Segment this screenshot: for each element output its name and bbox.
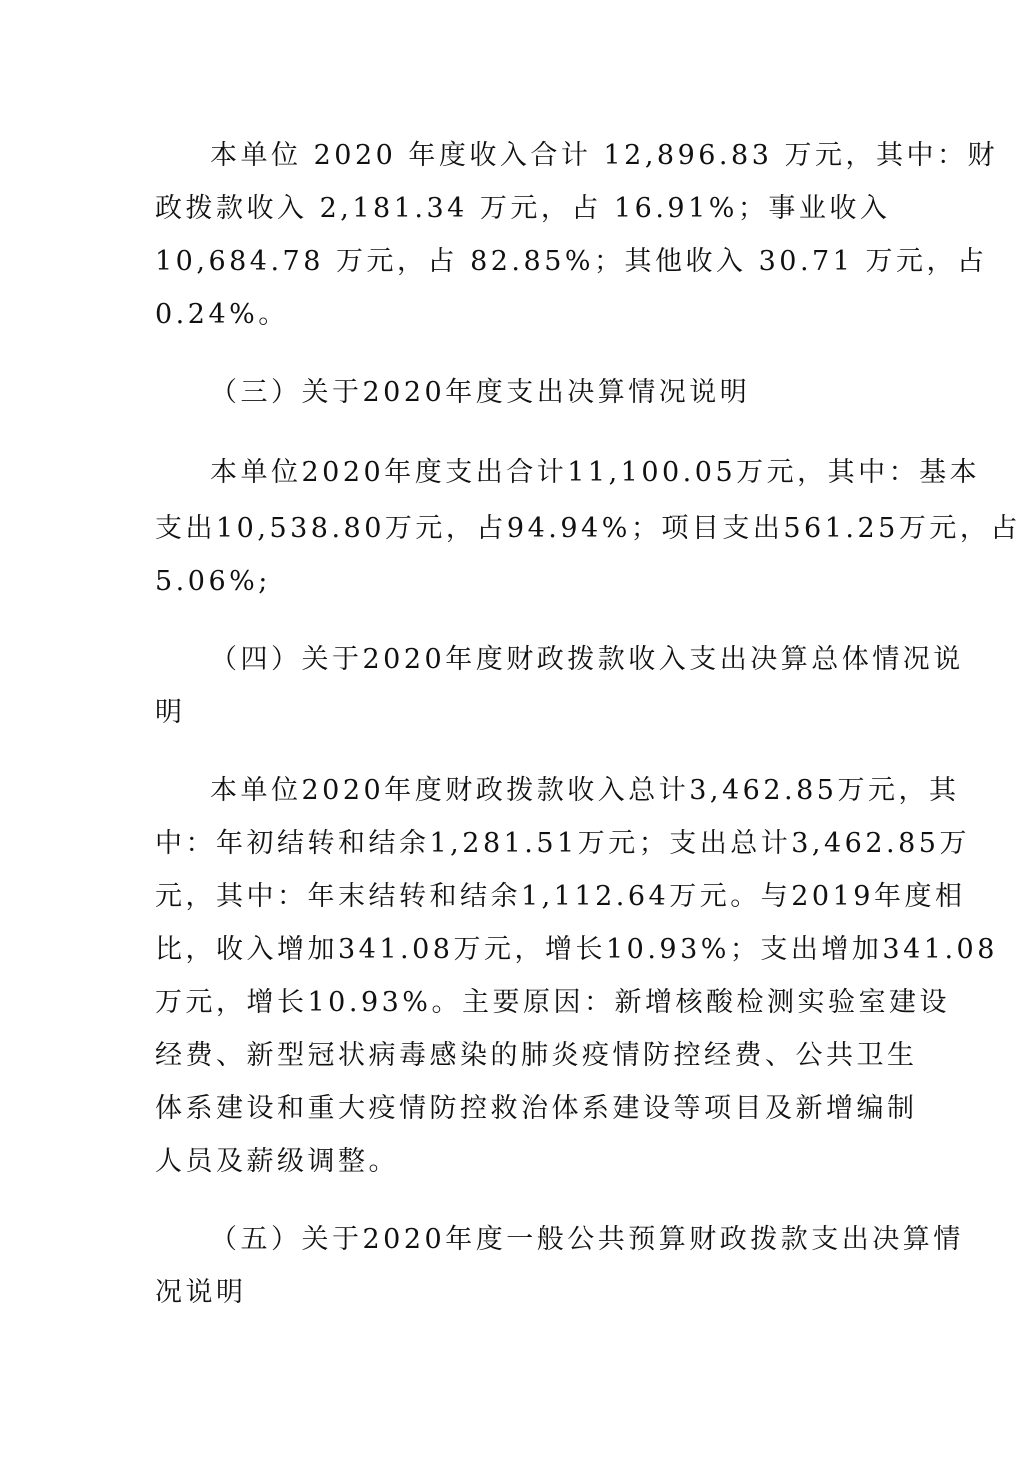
paragraph-fiscal-line-7: 体系建设和重大疫情防控救治体系建设等项目及新增编制: [155, 1093, 918, 1124]
heading-fiscal-overall-line-1: （四）关于2020年度财政拨款收入支出决算总体情况说: [210, 644, 964, 675]
paragraph-income-line-2: 政拨款收入 2,181.34 万元，占 16.91%；事业收入: [155, 193, 891, 224]
paragraph-income-line-3: 10,684.78 万元，占 82.85%；其他收入 30.71 万元，占: [155, 246, 988, 277]
paragraph-income-line-1: 本单位 2020 年度收入合计 12,896.83 万元，其中：财: [210, 140, 998, 171]
paragraph-income-line-4: 0.24%。: [155, 299, 289, 330]
paragraph-fiscal-line-5: 万元，增长10.93%。主要原因：新增核酸检测实验室建设: [155, 987, 950, 1018]
heading-expenditure: （三）关于2020年度支出决算情况说明: [210, 377, 751, 408]
paragraph-fiscal-line-2: 中：年初结转和结余1,281.51万元；支出总计3,462.85万: [155, 828, 970, 859]
paragraph-expenditure-line-3: 5.06%;: [155, 566, 271, 597]
paragraph-fiscal-line-8: 人员及薪级调整。: [155, 1146, 399, 1177]
paragraph-fiscal-line-1: 本单位2020年度财政拨款收入总计3,462.85万元，其: [210, 775, 960, 806]
paragraph-fiscal-line-6: 经费、新型冠状病毒感染的肺炎疫情防控经费、公共卫生: [155, 1040, 918, 1071]
heading-fiscal-overall-line-2: 明: [155, 697, 186, 728]
heading-general-budget-line-1: （五）关于2020年度一般公共预算财政拨款支出决算情: [210, 1224, 964, 1255]
heading-general-budget-line-2: 况说明: [155, 1277, 247, 1308]
paragraph-expenditure-line-1: 本单位2020年度支出合计11,100.05万元，其中：基本: [210, 457, 981, 488]
paragraph-expenditure-line-2: 支出10,538.80万元，占94.94%；项目支出561.25万元，占: [155, 513, 1021, 544]
paragraph-fiscal-line-3: 元，其中：年末结转和结余1,112.64万元。与2019年度相: [155, 881, 966, 912]
paragraph-fiscal-line-4: 比，收入增加341.08万元，增长10.93%；支出增加341.08: [155, 934, 998, 965]
